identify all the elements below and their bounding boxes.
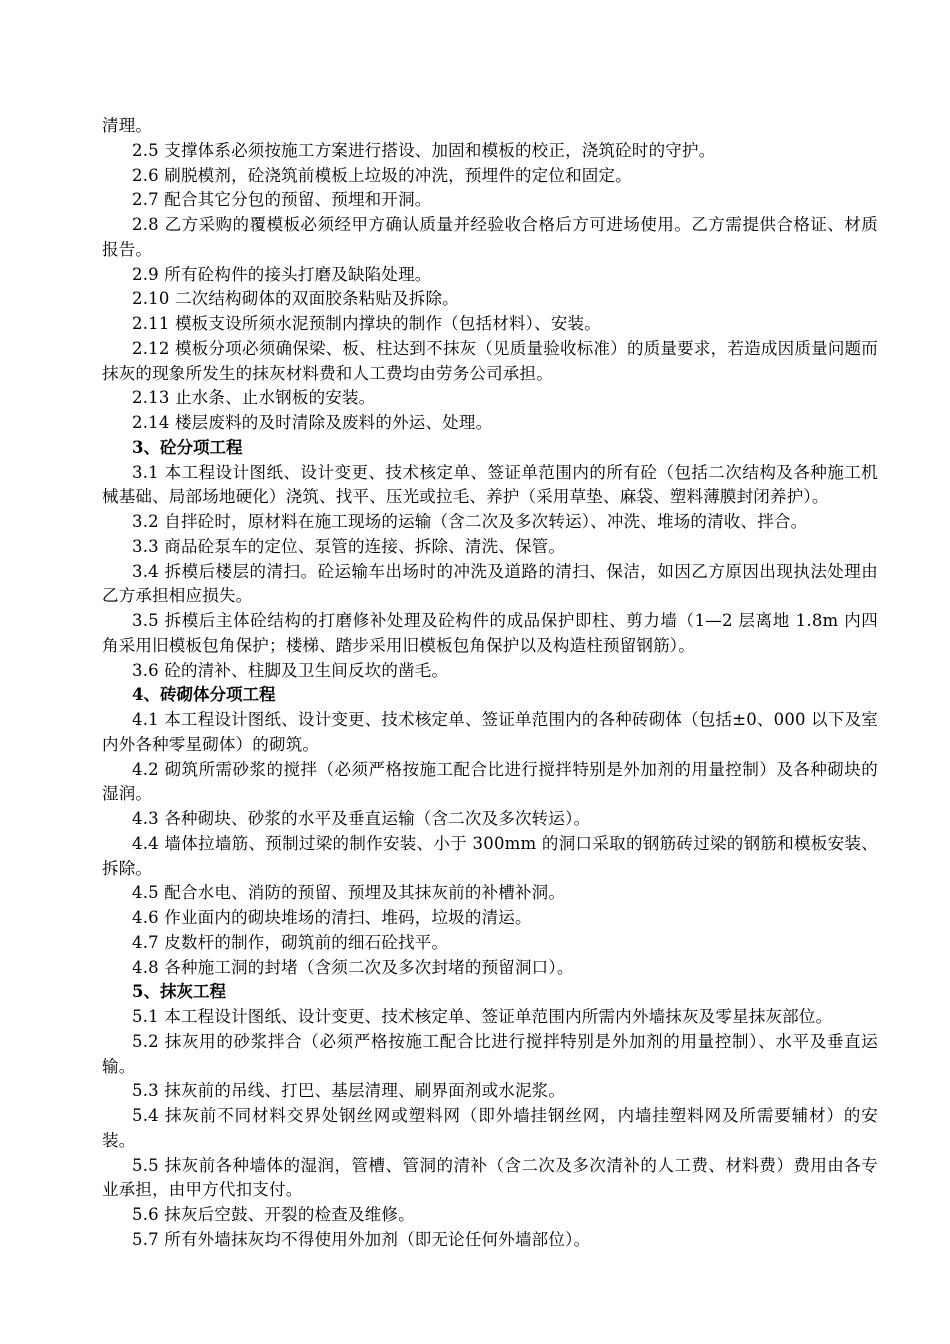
body-paragraph: 5.3 抹灰前的吊线、打巴、基层清理、刷界面剂或水泥浆。 bbox=[132, 1081, 566, 1101]
body-paragraph: 4.3 各种砌块、砂浆的水平及垂直运输（含二次及多次转运）。 bbox=[132, 809, 591, 828]
body-paragraph: 5.6 抹灰后空鼓、开裂的检查及维修。 bbox=[132, 1205, 415, 1224]
body-paragraph: 3.6 砼的清补、柱脚及卫生间反坎的凿毛。 bbox=[132, 660, 449, 680]
body-paragraph: 2.10 二次结构砌体的双面胶条粘贴及拆除。 bbox=[132, 289, 459, 309]
body-paragraph: 清理。 bbox=[102, 116, 153, 135]
section-heading: 5、抹灰工程 bbox=[132, 982, 226, 1002]
body-paragraph: 5.1 本工程设计图纸、设计变更、技术核定单、签证单范围内所需内外墙抹灰及零星抹灰部位。 bbox=[132, 1007, 833, 1026]
body-paragraph: 5.2 抹灰用的砂浆拌合（必须严格按施工配合比进行搅拌特别是外加剂的用量控制）、水平及垂直运输。 bbox=[102, 1031, 878, 1076]
body-paragraph: 4.4 墙体拉墙筋、预制过梁的制作安装、小于 300mm 的洞口采取的钢筋砖过梁的钢筋和模板安装、拆除。 bbox=[102, 833, 878, 878]
body-paragraph: 2.8 乙方采购的覆模板必须经甲方确认质量并经验收合格后方可进场使用。乙方需提供合格证、材质报告。 bbox=[102, 215, 878, 259]
body-paragraph: 3.4 拆模后楼层的清扫。砼运输车出场时的冲洗及道路的清扫、保洁，如因乙方原因出现执法处理由乙方承担相应损失。 bbox=[102, 561, 878, 606]
body-paragraph: 3.1 本工程设计图纸、设计变更、技术核定单、签证单范围内的所有砼（包括二次结构及各种施工机械基础、局部场地硬化）浇筑、找平、压光或拉毛、养护（采用草垫、麻袋、塑料薄膜封闭养护）。 bbox=[102, 462, 878, 507]
body-paragraph: 4.2 砌筑所需砂浆的搅拌（必须严格按施工配合比进行搅拌特别是外加剂的用量控制）及各种砌块的湿润。 bbox=[102, 759, 878, 804]
body-paragraph: 5.7 所有外墙抹灰均不得使用外加剂（即无论任何外墙部位）。 bbox=[132, 1229, 591, 1249]
body-paragraph: 2.6 刷脱模剂，砼浇筑前模板上垃圾的冲洗，预埋件的定位和固定。 bbox=[132, 165, 632, 185]
body-paragraph: 5.4 抹灰前不同材料交界处钢丝网或塑料网（即外墙挂钢丝网，内墙挂塑料网及所需要辅材）的安装。 bbox=[102, 1106, 878, 1150]
body-paragraph: 3.5 拆模后主体砼结构的打磨修补处理及砼构件的成品保护即柱、剪力墙（1—2 层离地 1.8m 内四角采用旧模板包角保护；楼梯、踏步采用旧模板包角保护以及构造柱预留钢筋）。 bbox=[102, 611, 878, 655]
body-paragraph: 2.11 模板支设所须水泥预制内撑块的制作（包括材料）、安装。 bbox=[132, 314, 601, 333]
body-paragraph: 4.7 皮数杆的制作，砌筑前的细石砼找平。 bbox=[132, 932, 449, 952]
body-paragraph: 2.14 楼层废料的及时清除及废料的外运、处理。 bbox=[132, 413, 493, 432]
body-paragraph: 3.3 商品砼泵车的定位、泵管的连接、拆除、清洗、保管。 bbox=[132, 536, 566, 556]
body-paragraph: 3.2 自拌砼时，原材料在施工现场的运输（含二次及多次转运）、冲洗、堆场的清收、拌合。 bbox=[132, 512, 808, 531]
section-heading: 3、砼分项工程 bbox=[132, 437, 243, 457]
body-paragraph: 2.5 支撑体系必须按施工方案进行搭设、加固和模板的校正，浇筑砼时的守护。 bbox=[132, 140, 716, 160]
body-paragraph: 4.5 配合水电、消防的预留、预埋及其抹灰前的补槽补洞。 bbox=[132, 883, 566, 903]
section-heading: 4、砖砌体分项工程 bbox=[132, 685, 276, 705]
body-paragraph: 2.12 模板分项必须确保梁、板、柱达到不抹灰（见质量验收标准）的质量要求，若造成因质量问题而抹灰的现象所发生的抹灰材料费和人工费均由劳务公司承担。 bbox=[102, 338, 878, 383]
body-paragraph: 2.13 止水条、止水钢板的安装。 bbox=[132, 388, 376, 408]
body-paragraph: 4.6 作业面内的砌块堆场的清扫、堆码，垃圾的清运。 bbox=[132, 908, 532, 927]
body-paragraph: 2.9 所有砼构件的接头打磨及缺陷处理。 bbox=[132, 264, 432, 284]
body-paragraph: 4.1 本工程设计图纸、设计变更、技术核定单、签证单范围内的各种砖砌体（包括±0、000 以下及室内外各种零星砌体）的砌筑。 bbox=[102, 710, 878, 754]
document-body bbox=[102, 114, 878, 1253]
body-paragraph: 2.7 配合其它分包的预留、预埋和开洞。 bbox=[132, 190, 432, 210]
body-paragraph: 5.5 抹灰前各种墙体的湿润，管槽、管洞的清补（含二次及多次清补的人工费、材料费）费用由各专业承担，由甲方代扣支付。 bbox=[102, 1155, 878, 1200]
body-paragraph: 4.8 各种施工洞的封堵（含须二次及多次封堵的预留洞口）。 bbox=[132, 957, 574, 977]
